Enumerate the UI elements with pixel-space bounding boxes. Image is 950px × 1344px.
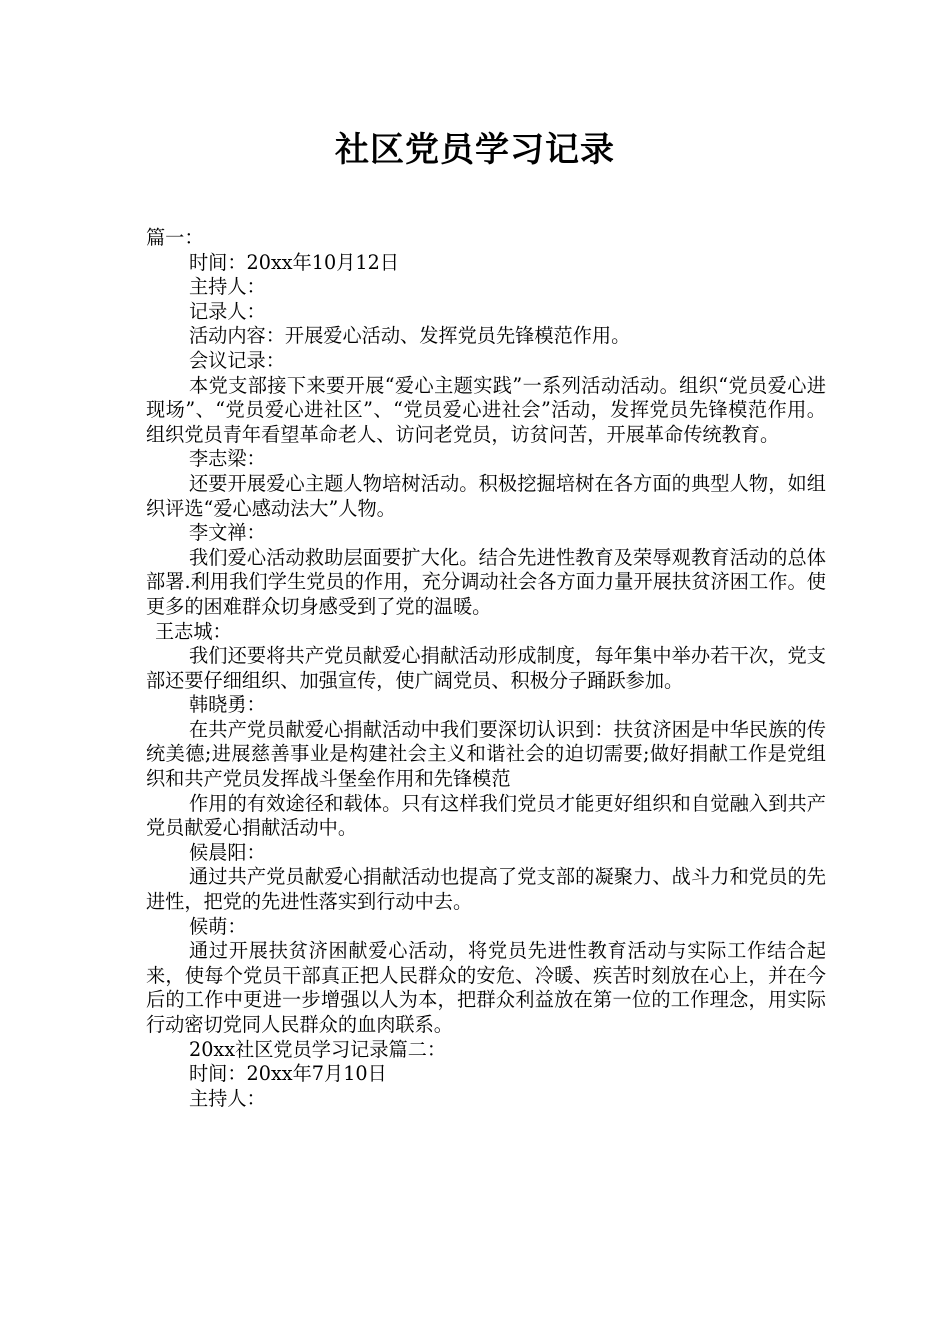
paragraph: 时间：20xx年7月10日 — [189, 1062, 387, 1086]
paragraph: 主持人： — [189, 275, 266, 299]
paragraph: 记录人： — [189, 299, 266, 323]
paragraph: 我们爱心活动救助层面要扩大化。结合先进性教育及荣辱观教育活动的总体部署.利用我们学生党员的作用，充分调动社会各方面力量开展扶贫济困工作。使更多的困难群众切身感受到了党的温暖。 — [146, 545, 826, 618]
paragraph: 作用的有效途径和载体。只有这样我们党员才能更好组织和自觉融入到共产党员献爱心捐献活动中。 — [146, 791, 826, 840]
paragraph: 候萌： — [189, 914, 247, 938]
paragraph: 会议记录： — [189, 348, 285, 372]
paragraph: 李志梁： — [189, 447, 266, 471]
paragraph: 活动内容：开展爱心活动、发挥党员先锋模范作用。 — [189, 324, 631, 348]
paragraph: 时间：20xx年10月12日 — [189, 250, 400, 274]
paragraph: 李文禅： — [189, 521, 266, 545]
paragraph: 候晨阳： — [189, 840, 266, 864]
paragraph: 通过开展扶贫济困献爱心活动，将党员先进性教育活动与实际工作结合起来，使每个党员干部真正把人民群众的安危、冷暖、疾苦时刻放在心上，并在今后的工作中更进一步增强以人为本，把群众利益放在第一位的工作理念，用实际行动密切党同人民群众的血肉联系。 — [146, 939, 826, 1036]
paragraph: 韩晓勇： — [189, 693, 266, 717]
paragraph: 通过共产党员献爱心捐献活动也提高了党支部的凝聚力、战斗力和党员的先进性，把党的先进性落实到行动中去。 — [146, 865, 826, 914]
document-body — [146, 226, 826, 1111]
paragraph: 还要开展爱心主题人物培树活动。积极挖掘培树在各方面的典型人物，如组织评选“爱心感动法大”人物。 — [146, 471, 826, 520]
paragraph: 在共产党员献爱心捐献活动中我们要深切认识到：扶贫济困是中华民族的传统美德;进展慈善事业是构建社会主义和谐社会的迫切需要;做好捐献工作是党组织和共产党员发挥战斗堡垒作用和先锋模范 — [146, 717, 826, 791]
paragraph: 我们还要将共产党员献爱心捐献活动形成制度，每年集中举办若干次，党支部还要仔细组织、加强宣传，使广阔党员、积极分子踊跃参加。 — [146, 644, 826, 692]
paragraph: 20xx社区党员学习记录篇二： — [189, 1037, 447, 1061]
paragraph: 王志城： — [155, 619, 232, 643]
document-title: 社区党员学习记录 — [335, 130, 615, 170]
paragraph: 本党支部接下来要开展“爱心主题实践”一系列活动活动。组织“党员爱心进现场”、“党员爱心进社区”、“党员爱心进社会”活动，发挥党员先锋模范作用。组织党员青年看望革命老人、访问老党员，访贫问苦，开展革命传统教育。 — [146, 373, 826, 446]
paragraph: 主持人： — [189, 1086, 266, 1110]
paragraph: 篇一： — [146, 226, 204, 249]
